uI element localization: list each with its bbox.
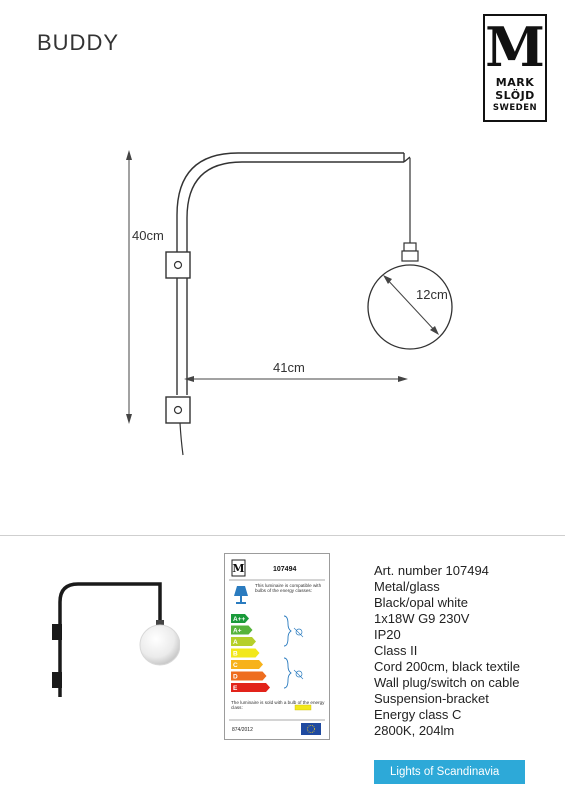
spec-item: Wall plug/switch on cable <box>374 675 520 690</box>
energy-label <box>224 553 330 740</box>
energy-label-graphic <box>225 554 329 739</box>
spec-item: IP20 <box>374 627 401 642</box>
energy-bar-label: D <box>233 673 238 681</box>
width-dimension-line <box>184 376 408 382</box>
label-compat-text: This luminaire is compatible with bulbs of the energy classes: <box>255 583 322 594</box>
spec-item: Suspension-bracket <box>374 691 489 706</box>
energy-bar-label: C <box>233 662 238 669</box>
energy-bar-label: A++ <box>233 616 246 623</box>
energy-class-bars <box>231 614 270 692</box>
power-cable <box>180 423 183 455</box>
section-divider <box>0 535 565 536</box>
label-sold-text: The luminaire is sold with a bulb of the energy class: <box>231 700 325 711</box>
diameter-label: 12cm <box>416 287 448 302</box>
spec-item: Cord 200cm, black textile <box>374 659 520 674</box>
spec-item: Metal/glass <box>374 579 440 594</box>
wall-bracket-lower <box>166 397 190 423</box>
height-label: 40cm <box>132 228 164 243</box>
product-title: BUDDY <box>37 30 120 55</box>
energy-bar-label: B <box>233 650 238 658</box>
spec-item: Class II <box>374 643 418 658</box>
logo-line-3: SWEDEN <box>492 103 538 113</box>
logo-letter: M <box>485 15 545 79</box>
height-dimension-line <box>126 150 132 424</box>
wall-bracket-upper <box>166 252 190 278</box>
width-label: 41cm <box>273 360 305 375</box>
spec-list <box>374 563 520 739</box>
label-regulation: 874/2012 <box>232 727 253 733</box>
logo-line-1: MARK <box>495 76 535 89</box>
footer-banner <box>374 760 525 784</box>
spec-item: 1x18W G9 230V <box>374 611 470 626</box>
product-photo <box>40 572 180 702</box>
energy-bar-label: A+ <box>233 627 242 635</box>
lamp-arm <box>177 153 410 395</box>
label-article-number: 107494 <box>273 566 297 573</box>
bulb-socket <box>402 243 418 261</box>
spec-item: Art. number 107494 <box>374 563 489 578</box>
energy-bar-label: A <box>233 639 238 646</box>
energy-bar-label: E <box>233 685 238 692</box>
spec-item: Black/opal white <box>374 595 468 610</box>
spec-item: Energy class C <box>374 707 462 722</box>
footer-text: Lights of Scandinavia <box>390 766 500 778</box>
spec-item: 2800K, 204lm <box>374 723 455 738</box>
logo-line-2: SLÖJD <box>495 89 535 102</box>
glass-globe <box>368 265 452 349</box>
svg-text:M: M <box>232 562 245 575</box>
